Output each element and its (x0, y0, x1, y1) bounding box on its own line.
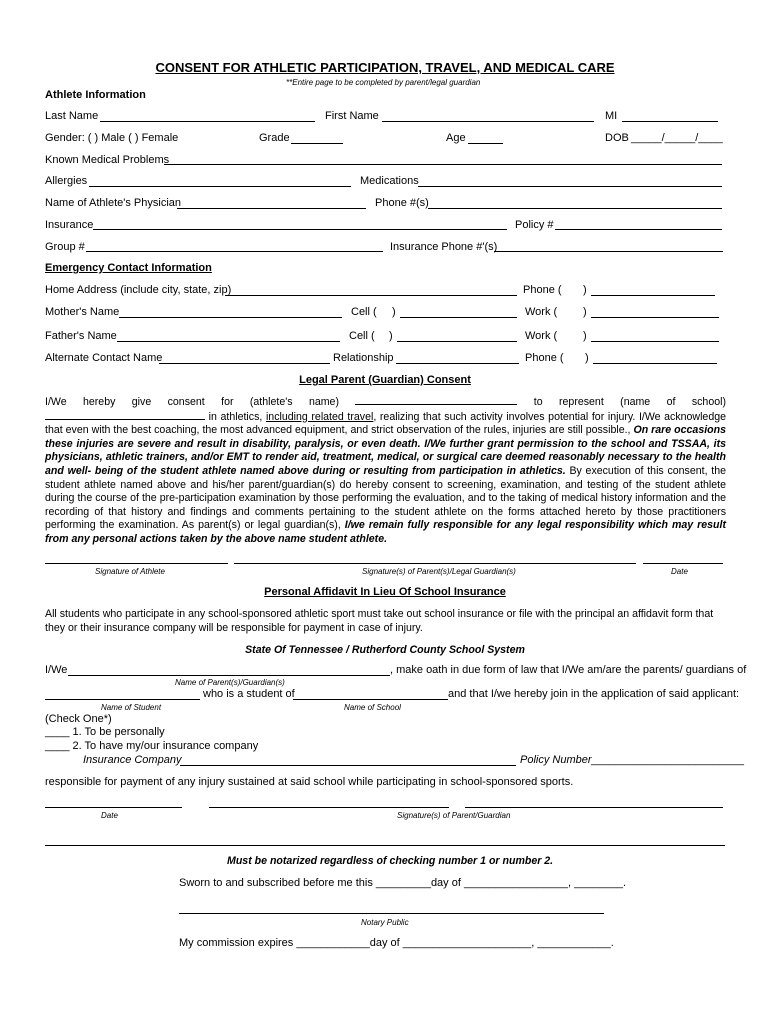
notarize-notice: Must be notarized regardless of checking number 1 or number 2. (227, 855, 554, 867)
check-one-label: (Check One*) (45, 713, 112, 725)
parent-name-field[interactable] (68, 675, 390, 676)
mi-label: MI (605, 110, 618, 122)
mother-cell-label: Cell ( (351, 306, 377, 318)
parent-name-caption: Name of Parent(s)/Guardian(s) (175, 678, 285, 687)
consent-text-start: I/We hereby give consent for (athlete's name) (45, 396, 356, 408)
notary-public-caption: Notary Public (361, 918, 409, 927)
father-field[interactable] (117, 341, 340, 342)
last-name-label: Last Name (45, 110, 99, 122)
medical-problems-label: Known Medical Problems (45, 154, 170, 166)
group-field[interactable] (86, 251, 383, 252)
commission-line[interactable]: My commission expires ____________day of _____________________, ____________. (179, 937, 614, 949)
allergies-label: Allergies (45, 175, 88, 187)
option-personally[interactable]: ____ 1. To be personally (45, 726, 165, 738)
iwe-label: I/We (45, 664, 68, 676)
physician-label: Name of Athlete's Physician (45, 197, 182, 209)
insurance-company-label: Insurance Company (83, 754, 182, 766)
affidavit-heading: Personal Affidavit In Lieu Of School Insurance (264, 586, 506, 598)
form-subtitle: **Entire page to be completed by parent/legal guardian (286, 78, 481, 87)
consent-date-caption: Date (671, 567, 688, 576)
mother-cell-field[interactable] (400, 317, 517, 318)
consent-text-bold1: On rare occasions these injuries are severe and result in disability, paralysis, or even death. I/We further grant permission to the school and TSSAA, its physicians, athletic trainers, and/or EMT to render aid, treatment, medical, or surgical care deemed reasonably necessary to the health and well- being of the student athlete named above during or resulting from participation in athletics. (45, 424, 726, 477)
athlete-signature-field[interactable] (45, 563, 228, 564)
insurance-label: Insurance (45, 219, 94, 231)
relationship-label: Relationship (333, 352, 394, 364)
insurance-phone-label: Insurance Phone #'(s) (390, 241, 498, 253)
grade-field[interactable] (291, 143, 343, 144)
physician-phone-label: Phone #(s) (375, 197, 429, 209)
mother-label: Mother's Name (45, 306, 120, 318)
physician-phone-field[interactable] (428, 208, 722, 209)
age-field[interactable] (468, 143, 503, 144)
grade-label: Grade (259, 132, 290, 144)
school-name-field[interactable] (293, 699, 448, 700)
responsible-text: responsible for payment of any injury sustained at said school while participating in school-sponsored sports. (45, 776, 574, 788)
father-cell-label: Cell ( (349, 330, 375, 342)
group-label: Group # (45, 241, 85, 253)
consent-text-bold2: I/we remain fully responsible for any legal responsibility which may result from any personal actions taken by the above name student athlete. (45, 519, 727, 545)
first-name-field[interactable] (382, 121, 594, 122)
father-work-paren: ) (583, 330, 587, 342)
last-name-field[interactable] (100, 121, 315, 122)
form-title: CONSENT FOR ATHLETIC PARTICIPATION, TRAVEL, AND MEDICAL CARE (155, 60, 615, 75)
father-label: Father's Name (45, 330, 117, 342)
affidavit-signature-caption: Signature(s) of Parent/Guardian (397, 811, 511, 820)
mother-work-label: Work ( (525, 306, 558, 318)
medications-label: Medications (360, 175, 419, 187)
home-address-label: Home Address (include city, state, zip) (45, 284, 232, 296)
father-cell-paren: ) (389, 330, 393, 342)
affidavit-date-field[interactable] (45, 807, 182, 808)
father-work-field[interactable] (591, 341, 719, 342)
mother-field[interactable] (119, 317, 342, 318)
age-label: Age (446, 132, 466, 144)
home-phone-field[interactable] (591, 295, 715, 296)
affidavit-signature-field-2[interactable] (465, 807, 723, 808)
oath-text: , make oath in due form of law that I/We am/are the parents/ guardians of (390, 664, 747, 676)
policy-label: Policy # (515, 219, 554, 231)
affidavit-signature-field-1[interactable] (209, 807, 449, 808)
consent-text-rest2: By execution of this consent, the student athlete named above and his/her parent/guardian(s) do hereby consent to screening, examination, and testing of the student athlete during the course of the pre-participation examination by those performing the evaluation, and to the taking of medical history information and the recording of that history and findings and comments pertaining to the student athlete on the forms attached hereto by those practitioners performing the examination. As parent(s) or legal guardian(s), (45, 464, 727, 532)
mother-work-paren: ) (583, 306, 587, 318)
emergency-heading: Emergency Contact Information (45, 262, 212, 274)
policy-number-label: Policy Number (520, 754, 592, 766)
parent-signature-field[interactable] (234, 563, 636, 564)
home-phone-paren: ) (583, 284, 587, 296)
medications-field[interactable] (418, 186, 722, 187)
alternate-label: Alternate Contact Name (45, 352, 163, 364)
notary-signature-field[interactable] (179, 913, 604, 914)
school-name-blank[interactable] (45, 410, 205, 420)
notary-divider (45, 845, 725, 846)
relationship-field[interactable] (396, 363, 519, 364)
consent-paragraph (45, 395, 726, 547)
insurance-field[interactable] (93, 229, 507, 230)
consent-text-travel: including related travel (265, 410, 374, 423)
mi-field[interactable] (622, 121, 718, 122)
option-insurance-company[interactable]: ____ 2. To have my/our insurance company (45, 740, 259, 752)
alternate-field[interactable] (159, 363, 330, 364)
policy-field[interactable] (555, 229, 722, 230)
father-cell-field[interactable] (397, 341, 517, 342)
state-line: State Of Tennessee / Rutherford County School System (245, 644, 525, 656)
athlete-info-heading: Athlete Information (45, 89, 146, 101)
alternate-phone-paren: ) (585, 352, 589, 364)
athlete-signature-caption: Signature of Athlete (95, 567, 165, 576)
physician-field[interactable] (177, 208, 366, 209)
mother-work-field[interactable] (591, 317, 719, 318)
home-address-field[interactable] (225, 295, 517, 296)
policy-number-field[interactable]: _________________________ (591, 754, 744, 766)
dob-label: DOB (605, 132, 629, 144)
affidavit-text: All students who participate in any school-sponsored athletic sport must take out school insurance or file with the principal an affidavit form that they or their insurance company will be responsible for payment in case of injury. (45, 608, 714, 634)
student-name-field[interactable] (45, 699, 200, 700)
student-name-caption: Name of Student (101, 703, 162, 712)
home-phone-label: Phone ( (523, 284, 562, 296)
insurance-company-field[interactable] (180, 765, 516, 766)
mother-cell-paren: ) (392, 306, 396, 318)
first-name-label: First Name (325, 110, 379, 122)
dob-field[interactable]: _____/_____/____ (631, 132, 723, 144)
affidavit-date-caption: Date (101, 811, 118, 820)
consent-heading: Legal Parent (Guardian) Consent (299, 374, 471, 386)
medical-problems-field[interactable] (164, 164, 722, 165)
consent-text-rest1: , realizing that such activity involves potential for injury. I/We acknowledge that even with the best coaching, the most advanced equipment, and strict observation of the rules, injuries are still possible., (45, 410, 726, 437)
school-name-caption: Name of School (344, 703, 401, 712)
father-work-label: Work ( (525, 330, 558, 342)
join-text: and that I/we hereby join in the application of said applicant: (448, 688, 740, 700)
consent-text-represent: to represent (name of school) (517, 396, 726, 408)
alternate-phone-field[interactable] (593, 363, 717, 364)
sworn-line[interactable]: Sworn to and subscribed before me this _________day of _________________, ________. (179, 877, 627, 889)
consent-text-athletics: in athletics, (208, 410, 266, 423)
alternate-phone-label: Phone ( (525, 352, 564, 364)
consent-date-field[interactable] (643, 563, 723, 564)
athlete-name-blank[interactable] (355, 395, 517, 405)
allergies-field[interactable] (89, 186, 351, 187)
parent-signature-caption: Signature(s) of Parent(s)/Legal Guardian(s) (362, 567, 516, 576)
student-of-text: who is a student of (203, 688, 295, 700)
gender-label: Gender: ( ) Male ( ) Female (45, 132, 179, 144)
insurance-phone-field[interactable] (494, 251, 723, 252)
